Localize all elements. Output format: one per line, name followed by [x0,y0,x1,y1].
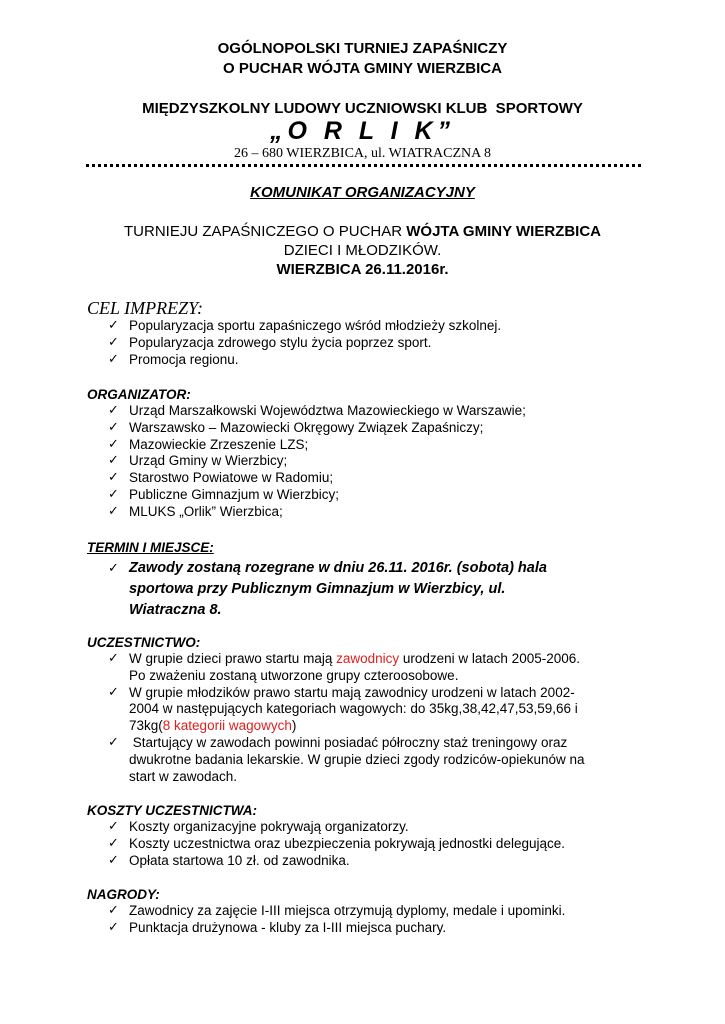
list-item [87,437,647,454]
list-item [87,819,647,836]
date-place-line1: Zawody zostaną rozegrane w dniu 26.11. 2016r. (sobota) hala [129,560,547,576]
section-organizer-title: ORGANIZATOR: [87,387,191,402]
check-icon: ✓ [108,436,119,452]
check-icon: ✓ [108,318,119,333]
notice-heading: KOMUNIKAT ORGANIZACYJNY [250,184,475,201]
date-place-line3: Wiatraczna 8. [129,602,222,618]
list-item-text: Mazowieckie Zrzeszenie LZS; [129,436,309,452]
list-item [87,487,647,504]
list-item [87,352,647,369]
goal-list [87,318,647,368]
check-icon: ✓ [108,835,119,851]
section-organizer [87,387,647,521]
check-icon: ✓ [108,351,119,367]
club-short-name: „O R L I K” [269,117,456,145]
list-item [87,470,647,487]
text-span: ) [291,718,297,734]
list-item [87,453,647,470]
text-span: urodzeni w latach 2005-2006. [399,651,580,666]
check-icon: ✓ [108,419,119,435]
costs-list [87,819,647,869]
list-item-text [129,718,647,735]
check-icon: ✓ [108,903,119,918]
notice-subtitle-normal: TURNIEJU ZAPAŚNICZEGO O PUCHAR [124,223,407,240]
list-item [87,685,647,735]
list-item-text: Warszawsko – Mazowiecki Okręgowy Związek Zapaśniczy; [129,419,484,435]
section-date-place-title: TERMIN I MIEJSCE: [87,540,214,555]
text-span: W grupie dzieci prawo startu mają [129,651,337,666]
list-item-text: Startujący w zawodach powinni posiadać półroczny staż treningowy oraz [129,734,568,750]
text-span: 73kg( [129,718,163,734]
highlight-text: zawodnicy [336,651,400,666]
participation-list [87,651,647,785]
list-item-text: dwukrotne badania lekarskie. W grupie dzieci zgody rodziców-opiekunów na [129,751,585,767]
list-item-text: Urząd Gminy w Wierzbicy; [129,453,288,469]
check-icon: ✓ [108,403,119,418]
check-icon: ✓ [108,651,119,666]
club-address: 26 – 680 WIERZBICA, ul. WIATRACZNA 8 [234,146,491,161]
list-item-text: Koszty uczestnictwa oraz ubezpieczenia pokrywają jednostki delegujące. [129,835,565,851]
notice-subtitle-line1 [0,223,725,240]
list-item [87,903,647,920]
check-icon: ✓ [108,503,119,519]
list-item-text: Publiczne Gimnazjum w Wierzbicy; [129,486,340,502]
section-participation [87,635,647,785]
list-item [87,403,647,420]
check-icon: ✓ [108,334,119,350]
list-item-text: Po zważeniu zostaną utworzone grupy czteroosobowe. [129,667,459,683]
organizer-list [87,403,647,521]
header-divider [86,164,641,167]
list-item [87,853,647,870]
list-item-text [129,651,647,668]
section-goal-title: CEL IMPREZY: [87,298,204,318]
notice-subtitle-line2: DZIECI I MŁODZIKÓW. [283,242,442,259]
list-item-text: Opłata startowa 10 zł. od zawodnika. [129,852,350,868]
list-item-text: W grupie młodzików prawo startu mają zawodnicy urodzeni w latach 2002- [129,684,575,700]
list-item [87,735,647,785]
notice-subtitle-bold: WÓJTA GMINY WIERZBICA [406,223,601,240]
check-icon: ✓ [108,734,119,750]
date-place-item [87,558,647,621]
section-participation-title: UCZESTNICTWO: [87,635,201,650]
list-item-text: start w zawodach. [129,768,238,784]
list-item-text: Punktacja drużynowa - kluby za I-III miejsca puchary. [129,919,447,935]
list-item [87,920,647,937]
section-costs-title: KOSZTY UCZESTNICTWA: [87,803,257,818]
list-item [87,651,647,685]
list-item-text: MLUKS „Orlik” Wierzbica; [129,503,283,519]
check-icon: ✓ [108,919,119,935]
section-goal [87,298,647,368]
prizes-list [87,903,647,937]
check-icon: ✓ [108,819,119,834]
section-date-place [87,540,647,621]
check-icon: ✓ [108,684,119,700]
check-icon: ✓ [108,470,119,486]
tournament-title-line1: OGÓLNOPOLSKI TURNIEJ ZAPAŚNICZY [217,40,508,57]
section-costs [87,803,647,869]
list-item [87,335,647,352]
list-item [87,420,647,437]
check-icon: ✓ [108,561,119,576]
list-item-text: Koszty organizacyjne pokrywają organizatorzy. [129,819,409,834]
section-prizes-title: NAGRODY: [87,887,160,902]
section-prizes [87,887,647,937]
club-name: MIĘDZYSZKOLNY LUDOWY UCZNIOWSKI KLUB SPORTOWY [142,100,583,117]
highlight-text: 8 kategorii wagowych [162,718,292,734]
list-item-text: Popularyzacja sportu zapaśniczego wśród młodzieży szkolnej. [129,318,502,333]
notice-date: WIERZBICA 26.11.2016r. [276,261,449,278]
list-item-text: Starostwo Powiatowe w Radomiu; [129,470,334,486]
list-item [87,318,647,335]
list-item-text: Zawodnicy za zajęcie I-III miejsca otrzymują dyplomy, medale i upominki. [129,903,566,918]
date-place-line2: sportowa przy Publicznym Gimnazjum w Wierzbicy, ul. [129,581,506,597]
list-item [87,836,647,853]
list-item-text: Urząd Marszałkowski Województwa Mazowieckiego w Warszawie; [129,403,526,418]
check-icon: ✓ [108,852,119,868]
list-item-text: Popularyzacja zdrowego stylu życia poprzez sport. [129,334,432,350]
check-icon: ✓ [108,486,119,502]
tournament-title-line2: O PUCHAR WÓJTA GMINY WIERZBICA [223,60,502,77]
check-icon: ✓ [108,453,119,469]
list-item-text: 2004 w następujących kategoriach wagowych: do 35kg,38,42,47,53,59,66 i [129,701,578,717]
list-item-text: Promocja regionu. [129,351,239,367]
list-item [87,504,647,521]
